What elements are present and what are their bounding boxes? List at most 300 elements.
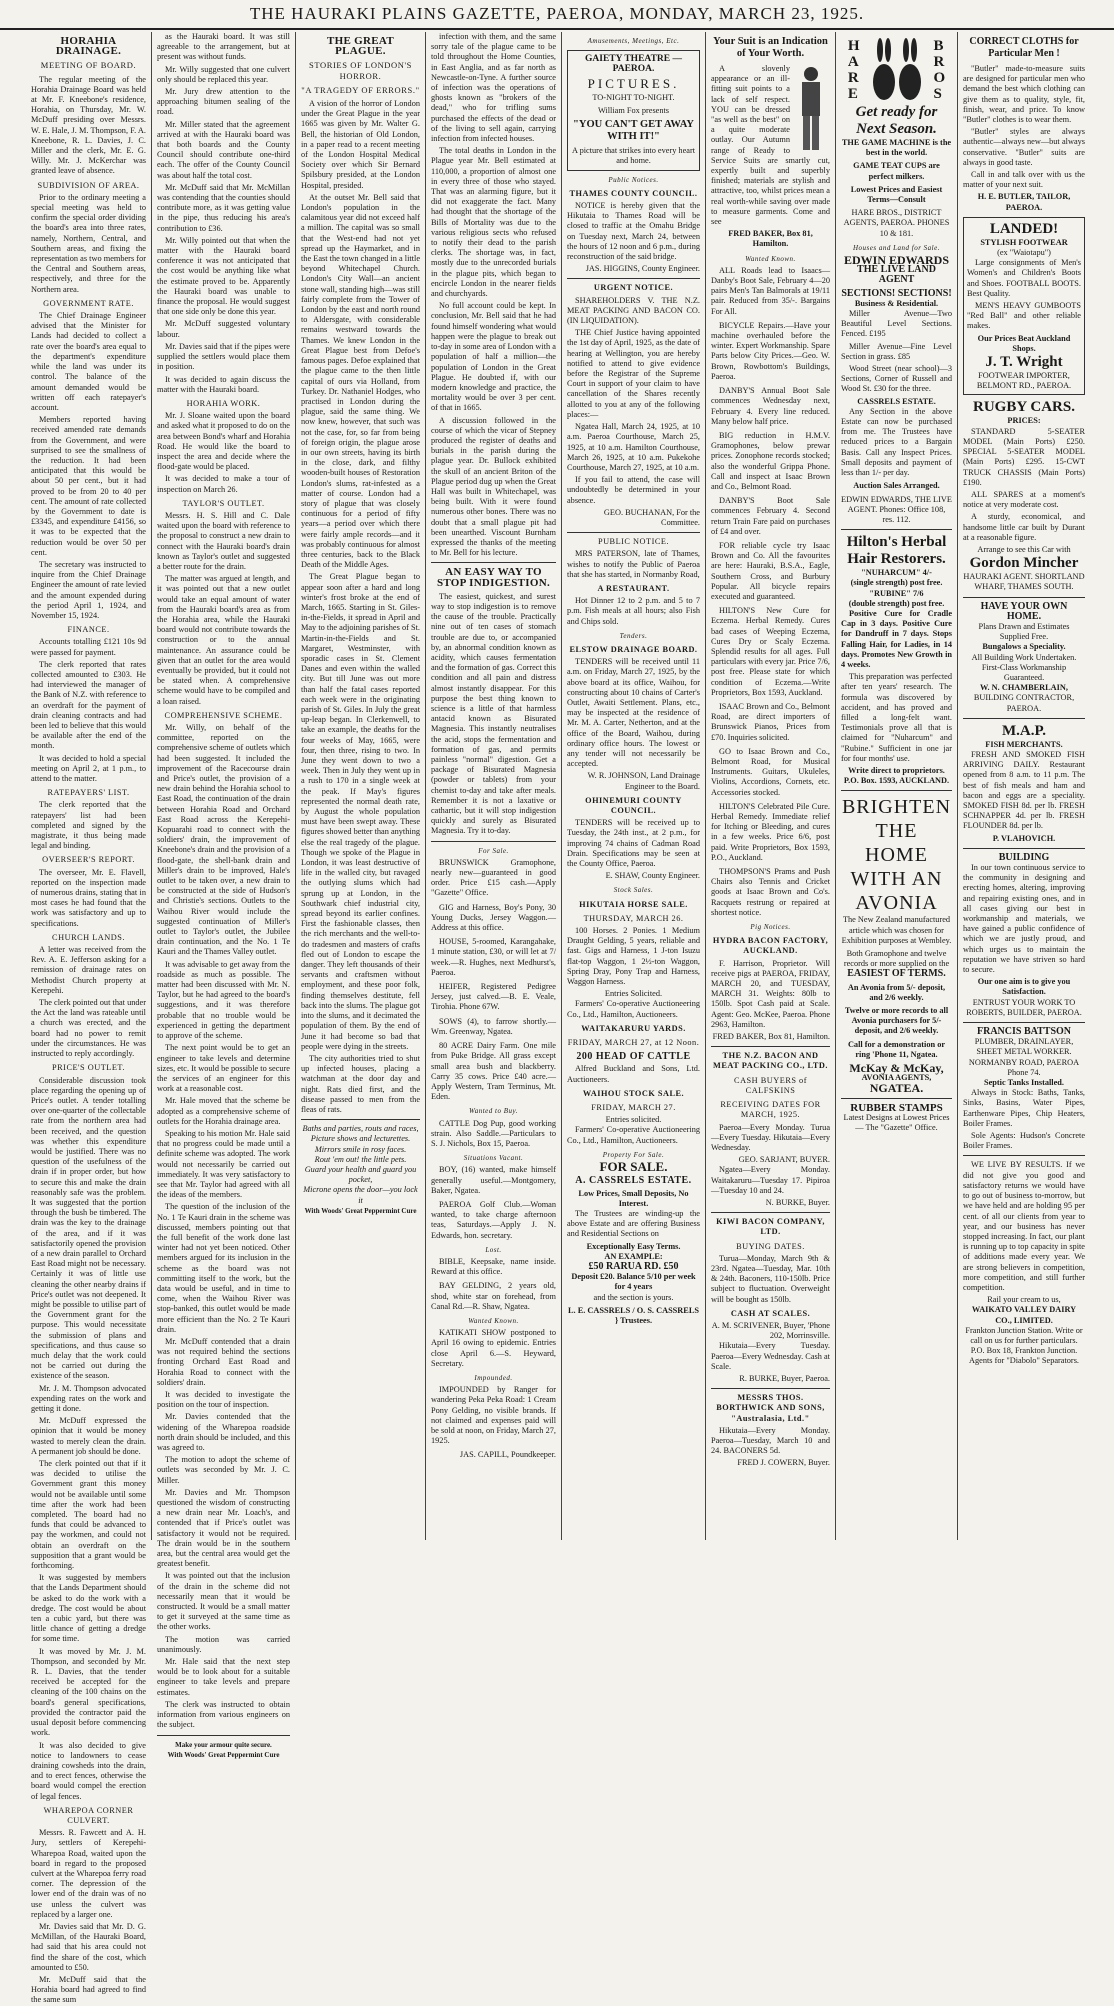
classified-heading: Situations Vacant. xyxy=(463,1154,524,1163)
paragraph: Messrs. R. Fawcett and A. H. Jury, settlers of Kerepehi-Wharepoa Road, waited upon the board in regard to the proposed culvert at the Wharepoa ferry road corner. The depression of the lower end of the drain was of no use unless the culvert was replaced by a larger one. xyxy=(31,1828,146,1919)
footwear-ad xyxy=(963,217,1085,396)
paragraph: Farmers' Co-operative Auctioneering Co., Ltd., Hamilton, Auctioneers. xyxy=(567,999,700,1019)
classified-ad: BICYCLE Repairs.—Have your machine overhauled before the winter. Expert Workmanship. Spare Parts below City Prices.—Geo. W. Brown, Rowbottom's Buildings, Paeroa. xyxy=(711,320,830,381)
divider xyxy=(841,529,952,530)
ad-line: Call for a demonstration or ring 'Phone 11, Ngatea. xyxy=(847,1039,946,1059)
ad-headline: Gordon Mincher xyxy=(969,555,1079,572)
ad-headline: WITH AN xyxy=(850,868,943,891)
paragraph: The Trustees are winding-up the above Estate and are offering Business and Residential Sections on xyxy=(567,1208,700,1239)
ad-line: Rail your cream to us, xyxy=(987,1295,1061,1305)
theatre-name: GAIETY THEATRE — PAEROA. xyxy=(585,54,682,75)
paragraph: Wood Street (near school)—3 Sections, Corner of Russell and Wood St. £30 for the three. xyxy=(841,364,952,394)
ad-line: HAURAKI AGENT. SHORTLAND WHARF, THAMES SOUTH. xyxy=(963,572,1085,592)
peppermint-ad-line: Microne opens the door—you lock it xyxy=(303,1185,418,1205)
classified-heading: Wanted Known. xyxy=(745,254,796,263)
paragraph: This preparation was perfected after ten years' research. The formula was discovered by accident, and has proved and filled a long-felt want. Testimonials prove all that is claimed for "Nuharcum" and "Rubine." Sufficient in one jar for four months' use. xyxy=(841,672,952,763)
ad-line: (double strength) post free. xyxy=(848,598,945,608)
notice-title: HIKUTAIA HORSE SALE. xyxy=(579,899,688,909)
classified-heading: Stock Sales. xyxy=(613,886,654,895)
paragraph: Ngatea Hall, March 24, 1925, at 10 a.m. Paeroa Courthouse, March 25, 1925, at 10 a.m. Hamilton Courthouse, March 26, 1925, at 10 a.m. Pukekohe Courthouse, March 27, 1925, at 10 a.m. xyxy=(567,422,700,472)
ad-line: NORMANBY ROAD, PAEROA Phone 74. xyxy=(968,1057,1080,1077)
divider xyxy=(963,718,1085,719)
paragraph: It was advisable to get away from the roadside as much as possible. The matter had been discussed with Mr. N. Taylor, but he had agreed to the board's suggestions, and it was therefore probable that no trouble would be experienced in getting the department to approve of the scheme. xyxy=(157,959,290,1041)
paragraph: Alfred Buckland and Sons, Ltd. Auctioneers. xyxy=(567,1064,700,1084)
ad-line: GAME TEAT CUPS are perfect milkers. xyxy=(853,161,940,181)
signature: R. BURKE, Buyer, Paeroa. xyxy=(739,1373,830,1383)
ad-line: Septic Tanks Installed. xyxy=(983,1078,1064,1088)
paragraph: Miller Avenue—Two Beautiful Level Sections. Fenced. £195 xyxy=(841,309,952,339)
paragraph: Mr. Willy, on behalf of the committee, reported on the comprehensive scheme of outlets which had been suggested. It included the improvement of the Racecourse drain and Price's outlet, the provision of a new drain behind the Horahia school to East Road, the continuation of the drain between Horahia Road and Orchard East Road across the Kerepehi-Kopuarahi road to connect with the soldiers' drain, the improvement of Kneebone's drain and the provision of a flood-gate, the shell-bank drain and Miller's drain to be improved, Hale's outlet to be taken over, a new drain to be constructed at the side of Hudson's and Christie's sections. Outlets to the Waihou River would include the suggested continuation of Miller's outlet to Taylor's outlet, the Jubilee drain continuation, and the No. 1 Te Kauri and the Thames Valley outlet. xyxy=(157,723,290,957)
notice-title: FRIDAY, MARCH 27, at 12 Noon. xyxy=(567,1038,700,1048)
section-heading: PRICE'S OUTLET. xyxy=(52,1063,125,1073)
divider xyxy=(567,532,700,533)
notice-title: KIWI BACON COMPANY, LTD. xyxy=(716,1217,825,1237)
divider xyxy=(431,562,556,563)
ad-headline: EDWIN EDWARDS xyxy=(843,253,950,268)
divider xyxy=(841,790,952,791)
logo-letter: S xyxy=(933,86,942,102)
peppermint-ad-line: Make your armour quite secure. xyxy=(175,1740,272,1749)
ad-line: AVONIA AGENTS, xyxy=(861,1073,932,1083)
paragraph: The clerk pointed out that under the Act the land was rateable until a church was erected, and the board had no power to remit under the circumstances. He was instructed to reply accordingly. xyxy=(31,998,146,1059)
paragraph: The clerk reported that the ratepayers' list had been completed and signed by the magistrate, it thus being made legal and binding. xyxy=(31,800,146,851)
paragraph: Mr. Davies contended that the widening of the Wharepoa roadside north drain should be included, and this was agreed to. xyxy=(157,1412,290,1453)
notice-title: BUYING DATES. xyxy=(736,1241,805,1251)
paragraph: STANDARD 5-SEATER MODEL (Main Ports) £250. SPECIAL 5-SEATER MODEL (Main Ports) £295. 15-CWT TRUCK CHASSIS (Main Ports) £190. xyxy=(963,426,1085,487)
classified-ad: PAEROA Golf Club.—Woman wanted, to take charge afternoon teas, Saturdays.—Apply J. N. Edwards, hon. secretary. xyxy=(431,1199,556,1240)
article-title: AN EASY WAY TO STOP INDIGESTION. xyxy=(436,566,551,589)
section-heading: COMPREHENSIVE SCHEME. xyxy=(164,710,283,720)
ad-line: PRICES: xyxy=(1007,416,1041,426)
paragraph: Positive Cure for Cradle Cap in 3 days. Positive Cure for Dandruff in 7 days. Stops Falling Hair, for Ladies, in 14 days. Promotes New Growth in 4 weeks. xyxy=(841,608,952,669)
column-horahia-drainage xyxy=(26,32,152,2005)
notice-title: CASH AT SCALES. xyxy=(730,1308,811,1318)
section-heading: RATEPAYERS' LIST. xyxy=(47,788,130,798)
signature: E. SHAW, County Engineer. xyxy=(605,871,700,881)
paragraph: Mr. McDuff said that the Horahia board had agreed to find the same sum xyxy=(31,1974,146,2005)
signature: W. R. JOHNSON, Land Drainage Engineer to the Board. xyxy=(587,771,700,791)
classified-ad: HOUSE, 5-roomed, Karangahake, 1 minute station, £30, or will let at 7/ week.—R. Hughes, next Medhurst's, Paeroa. xyxy=(431,937,556,977)
notice-title: URGENT NOTICE. xyxy=(593,283,674,293)
article-title: HORAHIA DRAINAGE. xyxy=(55,35,122,58)
ad-line: Plans Drawn and Estimates Supplied Free. xyxy=(978,621,1070,642)
paragraph: MRS PATERSON, late of Thames, wishes to notify the Public of Paeroa that she has started, in Normanby Road, xyxy=(567,549,700,579)
ad-headline: Your Suit is an Indication of Your Worth. xyxy=(713,36,828,59)
column-plague-and-classifieds xyxy=(426,32,562,1540)
ad-line: "NUHARCUM" 4/- xyxy=(861,568,932,578)
classified-heading: Property For Sale. xyxy=(602,1150,665,1159)
notice-title: Low Prices, Small Deposits, No Interest. xyxy=(578,1188,689,1208)
paragraph: Mr. Miller stated that the agreement arrived at with the Hauraki board was that both boards and the County Council should contribute one-third each. The offer of the County Council was about half the total cost. xyxy=(157,119,290,180)
paragraph: Accounts totalling £121 10s 9d were passed for payment. xyxy=(31,637,146,657)
classified-ad: DANBY'S Annual Boot Sale commences Wednesday next, February 4. Every line reduced. Many below half price. xyxy=(711,386,830,426)
paragraph: The question of the inclusion of the No. 1 Te Kauri drain in the scheme was discussed, members pointing out that the full benefit of the work done last winter had not yet been noticed. Other members argued for its inclusion in the scheme as the board was not committing itself to the work, but the data would be useful, and in time to come, when the Waihou River was stop-banked, this outlet would be made more efficient than the No. 2 Te Kauri drain. xyxy=(157,1202,290,1334)
classified-ad: ALL Roads lead to Isaacs—Danby's Boot Sale, February 4—20 pairs Men's Tan Balmorals at 19/11 pair. Reduced from 35/-. Bargains For All. xyxy=(711,265,830,316)
article-title: THE GREAT PLAGUE. xyxy=(327,35,394,58)
paragraph: A slovenly appearance or an ill-fitting suit points to a lack of self respect. YOU can be dressed "as well as the best" on a quite moderate outlay. Our Autumn range of Ready to Service Suits are smartly cut, expertly built and superbly finished; materials are stylish and attractive, too, whilst prices mean a real worth-while saving over made to measure garments. Come and see xyxy=(711,64,830,227)
column-horahia-continued xyxy=(152,32,296,1759)
paragraph: It was decided to again discuss the matter with the Hauraki board. xyxy=(157,374,290,394)
ad-headline: HAVE YOUR OWN HOME. xyxy=(980,600,1068,622)
paragraph: Mr. McDuff suggested voluntary labour. xyxy=(157,319,290,339)
ad-headline: M.A.P. xyxy=(1001,722,1047,739)
signature: FRED BAKER, Box 81, Hamilton. xyxy=(712,1032,830,1042)
article-subtitle: STORIES OF LONDON'S HORROR. xyxy=(309,60,412,81)
divider xyxy=(963,1155,1085,1156)
classified-ad: GIG and Harness, Boy's Pony, 30 Young Ducks, Jersey Waggon.—Address at this office. xyxy=(431,902,556,933)
ad-headline: RUGBY CARS. xyxy=(973,399,1075,416)
classified-heading: For Sale. xyxy=(478,846,509,855)
signature: H. E. BUTLER, TAILOR, PAEROA. xyxy=(977,192,1071,212)
ad-line: Both Gramophone and twelve records or more supplied on the xyxy=(843,948,950,969)
peppermint-ad-line: Picture shows and lecturettes. xyxy=(310,1134,411,1144)
divider xyxy=(963,1022,1085,1023)
paragraph: Mr. Davies said that if the pipes were supplied the settlers would place them in position. xyxy=(157,341,290,372)
classified-heading: Wanted to Buy. xyxy=(469,1107,518,1116)
theatre-date: TO-NIGHT TO-NIGHT. xyxy=(592,92,675,102)
classified-ad: CATTLE Dog Pup, good working strain. Also Saddle.—Particulars to S. J. Nichols, Box 15, Paeroa. xyxy=(431,1118,556,1148)
ad-line: Frankton Junction Station. Write or call on us for further particulars. xyxy=(965,1325,1083,1345)
ad-line: An Avonia from 5/- deposit, and 2/6 weekly. xyxy=(847,982,946,1002)
paragraph: Paeroa—Every Monday. Turua—Every Tuesday. Hikutaia—Every Wednesday. xyxy=(711,1122,830,1152)
signature: GEO. BUCHANAN, For the Committee. xyxy=(603,507,700,527)
column-suits-and-pigs xyxy=(706,32,836,1540)
paragraph: It was decided to make a tour of inspection on March 26. xyxy=(157,474,290,494)
paragraph: The clerk reported that rates collected amounted to £303. He had interviewed the manager of the Bank of N.Z. with reference to an overdraft for the payment of drain cleaning contracts and had been led to believe that this would be available after the end of the month. xyxy=(31,659,146,751)
classified-ad: 80 ACRE Dairy Farm. One mile from Puke Bridge. All grass except small area bush and blackberry. Carry 35 cows. Price £40 acre.—Apply Western, Tram Terminus, Mt. Eden. xyxy=(431,1041,556,1102)
paragraph: Miller Avenue—Fine Level Section in grass. £85 xyxy=(841,341,952,361)
divider xyxy=(841,1098,952,1099)
paragraph: as the Hauraki board. It was still agreeable to the arrangement, but at present was without funds. xyxy=(157,32,290,62)
paragraph: The clerk was instructed to obtain information from various engineers on the subject. xyxy=(157,1699,290,1730)
classified-heading: Impounded. xyxy=(474,1373,513,1382)
paragraph: It was pointed out that the inclusion of the drain in the scheme did not necessarily mean that it would be constructed. It would be a small matter to get it surveyed at the same time as the other works. xyxy=(157,1571,290,1632)
notice-title: FOR SALE. xyxy=(599,1159,668,1175)
paragraph: "Butler" made-to-measure suits are designed for particular men who demand the best which clothing can give them as to quality, style, fit, finish, wear, and price. To know "Butler" clothes is to wear them. xyxy=(963,64,1085,125)
ad-headline: Get ready for Next Season. xyxy=(855,104,938,137)
paragraph: THE Chief Justice having appointed the 1st day of April, 1925, as the date of hearing at Wellington, you are hereby notified to attend to give evidence before the Registrar of the Supreme Court in support of your claim to have cancellation of the Shares recently allotted to you at any of the following places:— xyxy=(567,328,700,419)
signature: A. M. SCRIVENER, Buyer, 'Phone 202, Morrinsville. xyxy=(711,1320,830,1341)
ad-headline: CORRECT CLOTHS for Particular Men ! xyxy=(969,36,1079,59)
paragraph: Ngatea—Every Monday. Waitakaruru—Tuesday 17. Pipiroa—Tuesday 10 and 24. xyxy=(711,1165,830,1195)
paragraph: Speaking to his motion Mr. Hale said that no progress could be made until a definite scheme was adopted. The work would not necessarily be carried out immediately. It was very satisfactory to see that Mr. Taylor had agreed with all the ideas of the members. xyxy=(157,1128,290,1200)
peppermint-ad-line: Mirrors smile in rosy faces. xyxy=(314,1144,407,1154)
ad-line: W. N. CHAMBERLAIN, xyxy=(980,683,1068,693)
film-tagline: A picture that strikes into every heart and home. xyxy=(571,146,696,166)
divider xyxy=(711,1046,830,1047)
paragraph: The matter was argued at length, and it was pointed out that a new outlet would take an equal amount of water from the Hauraki board's area as from the Horahia area, while the Hauraki board would not contribute towards the construction or to the annual maintenance. An assurance could be given that an outlet for the area would eventually be provided, but it could not be stated when. A comprehensive scheme would have to be compiled and a loan raised. xyxy=(157,574,290,706)
divider xyxy=(963,848,1085,849)
notice-title: MESSRS THOS. BORTHWICK AND SONS, "Australasia, Ltd." xyxy=(716,1393,825,1423)
paragraph: NOTICE is hereby given that the Hikutaia to Thames Road will be closed to traffic at the Omahu Bridge on Tuesday next, March 24, between the hours of 12 noon and 6 p.m., during reconstruction of the said bridge. xyxy=(567,201,700,262)
section-heading: CHURCH LANDS. xyxy=(52,932,125,942)
ad-line: Arrange to see this Car with xyxy=(977,544,1071,554)
classified-ad: HEIFER, Registered Pedigree Jersey, just calved.—B. E. Veale, Tirohia. Phone 67W. xyxy=(431,982,556,1012)
classified-heading: Pig Notices. xyxy=(750,923,791,932)
ad-line: Twelve or more records to all Avonia purchasers for 5/- deposit, and 2/6 weekly. xyxy=(844,1006,949,1036)
paragraph: The motion to adopt the scheme of outlets was seconded by Mr. J. C. Miller. xyxy=(157,1455,290,1485)
signature: JAS. HIGGINS, County Engineer. xyxy=(585,264,700,274)
peppermint-ad-line: With Woods' Great Peppermint Cure xyxy=(167,1750,280,1759)
paragraph: The total deaths in London in the Plague year Mr. Bell estimated at 110,000, a proportion of almost one in every three of those who stayed. That was an alarming figure, but it did not exaggerate the fact. Many had thought that the shortage of the Bills of Mortality was due to the various religious sects who refused to notify their dead to the parish clerks. The shortage was, in fact, mostly due to the unrecorded burials in the plague pits, which began to encircle London in the nearer fields and churchyards. xyxy=(431,146,556,299)
ad-headline: McKay & McKay, xyxy=(849,1061,944,1076)
ad-line: THE GAME MACHINE is the best in the world. xyxy=(841,138,952,158)
notice-title: PUBLIC NOTICE. xyxy=(597,537,670,547)
classified-heading: Houses and Land for Sale. xyxy=(853,243,940,252)
paragraph: F. Harrison, Proprietor. Will receive pigs at PAEROA, FRIDAY, MARCH 20, and TUESDAY, MARCH 31. Weights: 80lb to 150lb. Spot Cash paid at Scale. Agent: Geo. McKee, Paeroa. Phone 2963, Hamilton. xyxy=(711,958,830,1029)
notice-title: A. CASSRELS ESTATE. xyxy=(575,1175,692,1187)
paragraph: Members reported having received amended rate demands from the Government, and were surprised to see the smallness of the reduction. It had been anticipated that this would be about 50 per cent., but it had proved to be from 20 to 40 per cent. The amount of rate collected by the Government to date is £3345, and expenditure £4156, so it was to be expected that the reduction would be over 50 per cent. xyxy=(31,415,146,557)
paragraph: The city authorities tried to shut up infected houses, placing a watchman at the door day and night. Rats died first, and the disease passed to men from the fleas of rats. xyxy=(301,1053,420,1114)
divider xyxy=(711,1388,830,1389)
notice-title: OHINEMURI COUNTY COUNCIL. xyxy=(585,795,682,815)
paragraph: and the section is yours. xyxy=(593,1292,674,1302)
ad-line: Lowest Prices and Easiest Terms—Consult xyxy=(850,184,943,205)
notice-title: ELSTOW DRAINAGE BOARD. xyxy=(569,644,698,654)
ad-line: CASSRELS ESTATE. xyxy=(857,396,936,406)
paragraph: A letter was received from the Rev. A. E. Jefferson asking for a remission of drainage rates on Methodist Church property at Kerepehi. xyxy=(31,945,146,995)
classified-heading: Public Notices. xyxy=(608,175,659,184)
signature: FRED BAKER, Box 81, Hamilton. xyxy=(728,229,813,249)
signature: JAS. CAPILL, Poundkeeper. xyxy=(459,1450,556,1460)
ad-line: Our Prices Beat Auckland Shops. xyxy=(977,333,1071,353)
divider xyxy=(301,1119,420,1120)
logo-letter: O xyxy=(933,70,946,86)
paragraph: FRESH AND SMOKED FISH ARRIVING DAILY. Restaurant opened from 8 a.m. to 11 p.m. The best of fish meals and ham and bacon and eggs are a speciality. SMOKED FISH 8d. per lb. FRESH SCHNAPPER 4d. per lb. FRESH FLOUNDER 8d. per lb. xyxy=(963,749,1085,831)
notice-title: WAITAKARURU YARDS. xyxy=(581,1023,686,1033)
notice-title: HYDRA BACON FACTORY, AUCKLAND. xyxy=(712,936,829,956)
column-great-plague xyxy=(296,32,426,1540)
classified-ad: ISAAC Brown and Co., Belmont Road, are direct importers of Brunswick Pianos, Prices from £70. Inquiries solicited. xyxy=(711,701,830,742)
notice-title: THAMES COUNTY COUNCIL. xyxy=(569,188,698,198)
theatre-presenter: William Fox presents xyxy=(597,106,670,116)
paragraph: Turua—Monday, March 9th & 23rd. Ngatea—Tuesday, Mar. 10th & 24th. Baconers, 110-150lb. Price subject to fluctuation. Overweight will be bought as 150lb. xyxy=(711,1253,830,1304)
notice-title: RECEIVING DATES FOR MARCH, 1925. xyxy=(720,1100,821,1120)
ad-line: ENTRUST YOUR WORK TO ROBERTS, BUILDER, PAEROA. xyxy=(966,997,1082,1017)
ad-headline: BRIGHTEN THE xyxy=(841,796,952,843)
ad-headline: FRANCIS BATTSON xyxy=(977,1026,1071,1038)
paragraph: It was suggested by members that the Lands Department should be asked to do the work with a dredge. The cost would be about ten a cubic yard, but there was little chance of getting a dredge for some time. xyxy=(31,1573,146,1644)
ad-headline: LANDED! xyxy=(989,220,1059,237)
paragraph: Prior to the ordinary meeting a special meeting was held to confirm the special order dividing the board's area into three rates, namely, Northern, Central, and Southern areas, and fixing the representation as two members for the Central and Southern areas, respectively, and three for the Northern area. xyxy=(31,192,146,294)
paragraph: The Great Plague began to appear soon after a hard and long winter's frost broke at the end of March, 1665. Starting in St. Giles-in-the-Fields, it spread in April and May to the adjoining parishes of St. Martin-in-the-Fields and St. Margaret, Westminster, with sporadic cases in St. Clement Danes and even within the walled city. But till June was out more than half the fatal cases reported each week were in the originating parish of St. Giles. In July the great up-leap began. In Clerkenwell, to take an example, the deaths for the four weeks of May, 1665, were four, then three, rising to two. In June they went down to two a week. Then in July they went up in a rush to 170 in a single week at the peak. If May's figures represented the normal death rate, by August the whole population must have been swept away. These figures showed better than anything else the real tragedy of the plague. Though we spoke of the Plague in London, it was least destructive of life in the walled city, but ravaged the outlying slums which had sprung up at London, in the Southwark chief industrial city, spread beyond its earlier confines. First the fashionable classes, then the rich merchants and the well-to-do tradesmen and masters of crafts fled out of London to escape the danger. They left thousands of their servants and craftsmen without employment, and these poor folk, finding themselves destitute, fell back into the slums. The plague got into the slums, and it decimated the population of them. By the end of June it had become so bad that people were dying in the streets. xyxy=(301,572,420,1051)
ad-headline: RUBBER STAMPS xyxy=(850,1101,943,1114)
paragraph: Mr. Hale said that the next step would be to look about for a suitable engineer to take levels and prepare estimates. xyxy=(157,1657,290,1697)
paragraph: Mr. Willy pointed out that when the matter with the Hauraki board conference it was not anticipated that the cost would be anything like what the estimate proved to be. Apparently the Hauraki board was unable to finance the proposal. He would suggest that one side only be done this year. xyxy=(157,235,290,317)
ad-line: P.O. Box 18, Frankton Junction. Agents for "Diabolo" Separators. xyxy=(969,1346,1079,1366)
masthead: THE HAURAKI PLAINS GAZETTE, PAEROA, MONDAY, MARCH 23, 1925. xyxy=(0,4,1114,30)
paragraph: The easiest, quickest, and surest way to stop indigestion is to remove the cause of the trouble. Practically nine out of ten cases of stomach trouble are due to, or accompanied by, an abnormal condition known as acidity, which causes fermentation and the formation of gas. Correct this condition and all pain and distress almost instantly disappear. For this purpose the best thing known to science is a little of that harmless antacid known as Bisurated Magnesia. This instantly neutralises the acid, stops the fermentation and formation of gas, and permits painless "normal" digestion. Get a package of Bisurated Magnesia (powder or tablets) from your chemist to-day and take after meals. Remember it is not a laxative or cathartic, but it will stop indigestion quickly and surely as Bisurated Magnesia. Try it to-day. xyxy=(431,591,556,836)
classified-heading: Amusements, Meetings, Etc. xyxy=(587,37,680,45)
paragraph: Farmers' Co-operative Auctioneering Co., Ltd., Hamilton, Auctioneers. xyxy=(567,1125,700,1145)
notice-title: THURSDAY, MARCH 26. xyxy=(583,913,684,923)
film-title: "YOU CAN'T GET AWAY WITH IT!" xyxy=(573,119,694,143)
paragraph: If you fail to attend, the case will undoubtedly be determined in your absence. xyxy=(567,475,700,505)
paragraph: "Butler" styles are always authentic—always new—but always conservative. "Butler" suits are always in good taste. xyxy=(963,127,1085,167)
signature: N. BURKE, Buyer. xyxy=(765,1197,830,1207)
paragraph: Large consignments of Men's Women's and Children's Boots and Shoes. FOOTBALL BOOTS. Best Quality. xyxy=(967,258,1081,298)
ad-line: PLUMBER, DRAINLAYER, SHEET METAL WORKER. xyxy=(974,1037,1074,1057)
article-subtitle: "A TRAGEDY OF ERRORS." xyxy=(301,84,420,95)
ad-line: The New Zealand manufactured article which was chosen for Exhibition purposes at Wembley. xyxy=(841,915,952,945)
column-butler-and-trades xyxy=(958,32,1090,1540)
notice-title: AN EXAMPLE: xyxy=(604,1251,663,1261)
classified-ad: HILTON'S New Cure for Eczema. Herbal Remedy. Cures bad cases of Weeping Eczema, Cures Dry or Scaly Eczema. Splendid results for all ages. Full particulars with every jar. Price 7/6, post free. Please state for which condition of Eczema.—Write Proprietors, Box 1593, Auckland. xyxy=(711,606,830,697)
paragraph: Mr. McDuff said that Mr. McMillan was contending that the counties should contribute more, as it was getting value in the pipe, thus reducing his area's contribution to £36. xyxy=(157,182,290,233)
paragraph: infection with them, and the same sorry tale of the plague came to be told throughout the Home Counties, in East Anglia, and as far north as Newcastle-on-Tyne. A further source of infection was the operations of ghosts known as "brokers of the dead," who for trifling sums purchased the effects of the dead or of the living to sell again, carrying infection from infected houses. xyxy=(431,32,556,144)
divider xyxy=(431,841,556,842)
signature: P. VLAHOVICH. xyxy=(992,833,1056,843)
paragraph: A discussion followed in the course of which the vicar of Stepney produced the register of deaths and burials in the parish during the plague year. Dr. Bullock exhibited the skull of an ancient Briton of the Plague period dug up when the Great Hall was built in Whitechapel, was being built. With it were found numerous other bones. There was no doubt that a small plague pit had been unearthed. Viscount Burnham expressed the thanks of the meeting to Mr. Bell for his lecture. xyxy=(431,415,556,558)
paragraph: Mr. Willy suggested that one culvert only should be replaced this year. xyxy=(157,64,290,84)
paragraph: Call in and talk over with us the matter of your next suit. xyxy=(963,170,1085,190)
paragraph: Messrs. H. S. Hill and C. Dale waited upon the board with reference to the proposal to construct a new drain to connect with the Hauraki board's drain known as Taylor's outlet and suggested a better route for the drain. xyxy=(157,510,290,571)
ad-line: Auction Sales Arranged. xyxy=(853,481,940,491)
hares-illustration xyxy=(868,38,926,104)
ad-line: BUILDING CONTRACTOR, PAEROA. xyxy=(973,693,1075,713)
peppermint-ad-line: Rout 'em out! the little pets. xyxy=(314,1154,407,1164)
theatre-pictures: PICTURES. xyxy=(587,75,680,91)
paragraph: No full account could be kept. In conclusion, Mr. Bell said that he had found himself wondering what would happen were the plague to break out to-day in some area of London with a population of half a million—the population of London in the Great Plague. He doubted if, with our modern knowledge and practice, the mortality would be over 3 per cent. of that in 1665. xyxy=(431,301,556,413)
logo-letter: A xyxy=(847,54,859,70)
paragraph: Hikutaia—Every Monday. Paeroa—Tuesday, March 10 and 24. BACONERS 5d. xyxy=(711,1425,830,1456)
notice-title: CASH BUYERS of CALFSKINS xyxy=(734,1075,807,1095)
paragraph: Mr. Jury drew attention to the approaching bitumen sealing of the road. xyxy=(157,87,290,117)
paragraph: Entries Solicited. xyxy=(604,989,663,999)
classified-ad: BRUNSWICK Gramophone, nearly new—guaranteed in good order. Price £15 cash.—Apply "Gazette" Office. xyxy=(431,857,556,898)
theatre-ad xyxy=(567,50,700,170)
hare-bros-logo xyxy=(841,38,952,104)
paragraph: In our town continuous service to the community in designing and erecting homes, altering, improving and repairing existing ones, and in all cases giving our best in workmanship and materials, we have gained a public confidence of which we are justly proud, and which urges us to maintain the reputation we have striven so hard to secure. xyxy=(963,863,1085,975)
ad-line: EASIEST OF TERMS. xyxy=(847,968,946,980)
paragraph: SHAREHOLDERS V. THE N.Z. MEAT PACKING AND BACON CO. (IN LIQUIDATION). xyxy=(567,295,700,326)
notice-title: FRIDAY, MARCH 27. xyxy=(591,1103,676,1113)
paragraph: The Chief Drainage Engineer advised that the Minister for Lands had decided to collect a rate over the board's area equal to the department's expenditure while the land was under its control. The balance of the amount demanded would be written off each ratepayer's account. xyxy=(31,311,146,412)
paragraph: Mr. McDuff expressed the opinion that it would be money wasted to merely clean the drain. A permanent job should be done. xyxy=(31,1416,146,1456)
section-heading: SUBDIVISION OF AREA. xyxy=(37,180,140,190)
classified-heading: Lost. xyxy=(485,1245,502,1254)
paragraph: Considerable discussion took place regarding the opening up of Price's outlet. A tender totalling over one-quarter of the collectable rate from the northern area had been received, and the question was whether this expenditure would be justified. There was no question of the usefulness of the drain if in proper order, but how to secure this and make the drain reasonably safe was the problem. It was suggested that the portion through the bush be timbered. The drain was the key to the drainage of the area, and if it was satisfactorily opened the provision of a new drain parallel to Orchard East Road might not be necessary. Certainly it was of little use cleaning the other nearby drains if Price's outlet was not deepened. It might be possible to utilise part of the Government grant for the purpose. This would necessitate the submission of plans and specifications, and thus cause so much delay that the work could not be carried out during the existence of the season. xyxy=(31,1075,146,1381)
classified-ad: BIBLE, Keepsake, name inside. Reward at this office. xyxy=(431,1256,556,1277)
paragraph: ALL SPARES at a moment's notice at very moderate cost. xyxy=(963,489,1085,510)
column-notices xyxy=(562,32,706,1540)
paragraph: The regular meeting of the Horahia Drainage Board was held at Mr. F. Kneebone's residence, Horahia, on Thursday, Mr. W. McDuff presiding over Messrs. W. E. Hale, J. M. Thompson, F. A. Kneebone, R. L. Davies, J. C. Miller and the clerk, Mr. E. G. Willy. Mr. J. McKerchar was granted leave of absence. xyxy=(31,74,146,176)
paragraph: Sole Agents: Hudson's Concrete Boiler Frames. xyxy=(963,1131,1085,1151)
divider xyxy=(157,1735,290,1736)
section-heading: WHAREPOA CORNER CULVERT. xyxy=(43,1805,134,1825)
classified-ad: SOWS (4), to farrow shortly.—Wm. Greenway, Ngatea. xyxy=(431,1016,556,1036)
paragraph: The motion was carried unanimously. xyxy=(157,1634,290,1654)
classified-ad: DANBY'S Boot Sale commences February 4. Second return Train Fare paid on purchases of £4 and over. xyxy=(711,496,830,536)
paragraph: Mr. J. M. Thompson advocated expending rates on the work and getting it done. xyxy=(31,1383,146,1413)
paragraph: The next point would be to get an engineer to take levels and determine sizes, etc. It would be possible to secure the services of an engineer for this work at a reasonable cost. xyxy=(157,1043,290,1094)
hare-letters xyxy=(848,38,860,104)
section-heading: HORAHIA WORK. xyxy=(186,398,261,408)
classified-heading: Wanted Known. xyxy=(468,1316,519,1325)
ad-line: "RUBINE" 7/6 xyxy=(869,588,924,598)
paragraph: Mr. Hale moved that the scheme be adopted as a comprehensive scheme of outlets for the Horahia drainage area. xyxy=(157,1096,290,1126)
paragraph: The overseer, Mr. E. Flavell, reported on the inspection made of numerous drains, stating that in most cases he had found that the work was satisfactory and up to specifications. xyxy=(31,867,146,928)
classified-heading: Tenders. xyxy=(619,631,648,640)
peppermint-ad-line: Baths and parties, routs and races, xyxy=(302,1124,419,1134)
classified-ad: KATIKATI SHOW postponed to April 16 owing to epidemic. Entries close April 6.—S. Heyward, Secretary. xyxy=(431,1328,556,1368)
notice-title: WAIHOU STOCK SALE. xyxy=(582,1088,685,1098)
notice-title: THE N.Z. BACON AND MEAT PACKING CO., LTD. xyxy=(713,1051,828,1071)
paragraph: Always in Stock: Baths, Tanks, Sinks, Basins, Water Pipes, Earthenware Pipes, Chip Heaters, Boiler Frames. xyxy=(963,1088,1085,1128)
paragraph: TENDERS will be received until 11 a.m. on Friday, March 27, 1925, by the above board at its office, Waihou, for constructing about 10 chains of Carter's Outlet, Awaiti Settlement. Plans, etc., may be inspected at the residence of Mr. M. A. Carter, Netherton, and at the office of the Board, Waihou, during ordinary office hours. The lowest or any tender will not necessarily be accepted. xyxy=(567,657,700,769)
ad-headline: Hilton's Herbal Hair Restorers. xyxy=(846,534,947,568)
ad-line: All Building Work Undertaken. First-Class Workmanship Guaranteed. xyxy=(971,652,1077,682)
paragraph: It was decided to hold a special meeting on April 2, at 1 p.m., to attend to the matter. xyxy=(31,753,146,784)
paragraph: It was moved by Mr. J. M. Thompson, and seconded by Mr. R. L. Davies, that the tender received be accepted for the cleaning of the 100 chains on the board's general specifications, provided the contractor paid the usual deposit before commencing work. xyxy=(31,1646,146,1738)
section-heading: GOVERNMENT RATE. xyxy=(43,298,134,308)
paragraph: Hot Dinner 12 to 2 p.m. and 5 to 7 p.m. Fish meals at all hours; also Fish and Chips sold. xyxy=(567,596,700,626)
logo-letter: R xyxy=(933,54,945,70)
classified-ad: THOMPSON'S Prams and Push Chairs also Tennis and Cricket goods at Isaac Brown and Co's. Racquets restrung or repaired at shortest notice. xyxy=(711,867,830,917)
column-hare-bros-avonia xyxy=(836,32,958,1540)
divider xyxy=(711,1212,830,1213)
paragraph: WE LIVE BY RESULTS. If we did not give you good and satisfactory returns we would have to go out of business to-morrow, but we have held and are holding 95 per cent. of all our clients from year to year, and our business has never stopped increasing. In fact, our plant is running up to top capacity in spite of additions made every year. We are strong believers in competition, more competition, and still further competition. xyxy=(963,1160,1085,1292)
ad-line: HARE BROS., DISTRICT AGENTS, PAEROA. PHONES 10 & 181. xyxy=(843,208,950,238)
classified-ad: FOR reliable cycle try Isaac Brown and Co. All the favourites are here: Hauraki, B.S.A., Eagle, Southern Cross, and Burbury Popular. All bicycle repairs executed and guaranteed. xyxy=(711,540,830,601)
paragraph: Mr. Davies and Mr. Thompson questioned the wisdom of constructing a new drain near Mr. Loach's, and contended that if Price's outlet was satisfactory it would not be required. The drain would be in the southern area, but the central area would get the greatest benefit. xyxy=(157,1487,290,1569)
ad-line: FISH MERCHANTS. xyxy=(985,739,1063,749)
article-subtitle: MEETING OF BOARD. xyxy=(40,60,137,71)
signature: GEO. SARJANT, BUYER. xyxy=(738,1155,830,1165)
ad-line: FOOTWEAR IMPORTER, BELMONT RD., PAEROA. xyxy=(976,371,1072,391)
ad-line: Latest Designs at Lowest Prices — The "Gazette" Office. xyxy=(843,1112,950,1133)
ad-headline: AVONIA xyxy=(855,892,938,915)
logo-letter: E xyxy=(847,86,858,102)
logo-letter: R xyxy=(847,70,859,86)
ad-line: STYLISH FOOTWEAR xyxy=(980,237,1068,247)
ad-line: Bungalows a Speciality. xyxy=(982,642,1066,652)
ad-headline: BUILDING xyxy=(998,851,1050,863)
classified-ad: BOY, (16) wanted, make himself generally useful.—Montgomery, Baker, Ngatea. xyxy=(431,1165,556,1195)
signature: L. E. CASSRELS / O. S. CASSRELS } Trustees. xyxy=(568,1305,699,1325)
signature: EDWIN EDWARDS, THE LIVE AGENT. Phones: Office 108, res. 112. xyxy=(841,494,952,524)
paragraph: Entries solicited. xyxy=(605,1115,662,1125)
logo-letter: B xyxy=(933,38,944,54)
classified-ad: HILTON'S Celebrated Pile Cure. Herbal Remedy. Immediate relief for Itching or Bleeding, and cures in a few weeks. Price 6/6, post paid. Write Proprietors, Box 1593, P.O., Auckland. xyxy=(711,801,830,862)
classified-ad: BIG reduction in H.M.V. Gramophones, below prewar prices. Zonophone records stocked; also the wonderful Grippa Phone. Call and inspect at Isaac Brown and Co., Belmont Road. xyxy=(711,430,830,491)
notice-title: A RESTAURANT. xyxy=(597,583,670,593)
ad-headline: WAIKATO VALLEY DAIRY CO., LIMITED. xyxy=(971,1305,1077,1325)
paragraph: Mr. Davies said that Mr. D. G. McMillan, of the Hauraki Board, had said that his area could not find the share of the cost, which amounted to £50. xyxy=(31,1921,146,1972)
section-heading: FINANCE. xyxy=(67,625,110,635)
ad-headline: NGATEA. xyxy=(869,1081,924,1096)
paragraph: The secretary was instructed to inquire from the Chief Drainage Engineer the amount of rate levied and the amount expended during the period April 1, 1924, and November 15, 1924. xyxy=(31,559,146,620)
paragraph: A sturdy, economical, and handsome little car built by Durant at a reasonable figure. xyxy=(963,512,1085,542)
peppermint-ad-line: With Woods' Great Peppermint Cure xyxy=(304,1206,417,1215)
paragraph: Hikutaia—Every Tuesday. Paeroa—Every Wednesday. Cash at Scale. xyxy=(711,1341,830,1371)
notice-title: 200 HEAD OF CATTLE xyxy=(576,1051,691,1063)
ad-line: Our one aim is to give you Satisfaction. xyxy=(977,977,1071,997)
classified-ad: BAY GELDING, 2 years old, shod, white star on forehead, from Canal Rd.—R. Shaw, Ngatea. xyxy=(431,1281,556,1311)
paragraph: It was also decided to give notice to landowners to cease draining cowsheds into the drain, and to erect fences, otherwise the board would compel the erection of legal fences. xyxy=(31,1740,146,1801)
divider xyxy=(963,597,1085,598)
notice-title: £50 RARUA RD. £50 xyxy=(588,1260,679,1272)
paragraph: 100 Horses. 2 Ponies. 1 Medium Draught Gelding, 5 years, reliable and fast. Gigs and Harness, 1 J-ton Isuzu flat-top Waggon, 1 2½-ton Waggon, Spring Dray, Pony Trap and Harness, Waggon Harness. xyxy=(567,926,700,987)
bros-letters xyxy=(934,38,946,104)
section-heading: TAYLOR'S OUTLET. xyxy=(182,498,265,508)
signature: FRED J. COWERN, Buyer. xyxy=(737,1458,830,1468)
ad-line: Business & Residential. xyxy=(854,298,939,308)
peppermint-ad-line: Guard your health and guard you pocket, xyxy=(304,1164,417,1185)
paragraph: At the outset Mr. Bell said that London's population in the calamitous year did not exceed half a million. The capital was so small that the West-end had not yet spread up the Haymarket, and in the East the town changed in a little beyond Whitechapel Church. London's City Wall—an ancient stone wall, standing high—was still fairly complete from the Tower of London by the east and north round to Aldersgate, with considerable remains westward towards the Thames. We knew London in the Great Plague best from Defoe's famous pages. Defoe explained that the plague came to the then little capital of ours via Holland, from Turkey. Dr. Nathaniel Hodges, who practised in London during the plague, said the same thing. We now knew, however, that such was not the case, for, so far from being of foreign origin, the plague arose in our own streets, having its birth in the close, dark, and filthy wooden-built houses of Restoration London's slums, rat-infested as a matter of course. London had a story of plague that was closely continuous for a period of fifty years—a period over which there were fairly ample records—and it was probably continuous for almost three centuries, back to the Black Death of the Middle Ages. xyxy=(301,192,420,570)
ad-line: (single strength) post free. xyxy=(850,578,943,588)
divider xyxy=(567,278,700,279)
